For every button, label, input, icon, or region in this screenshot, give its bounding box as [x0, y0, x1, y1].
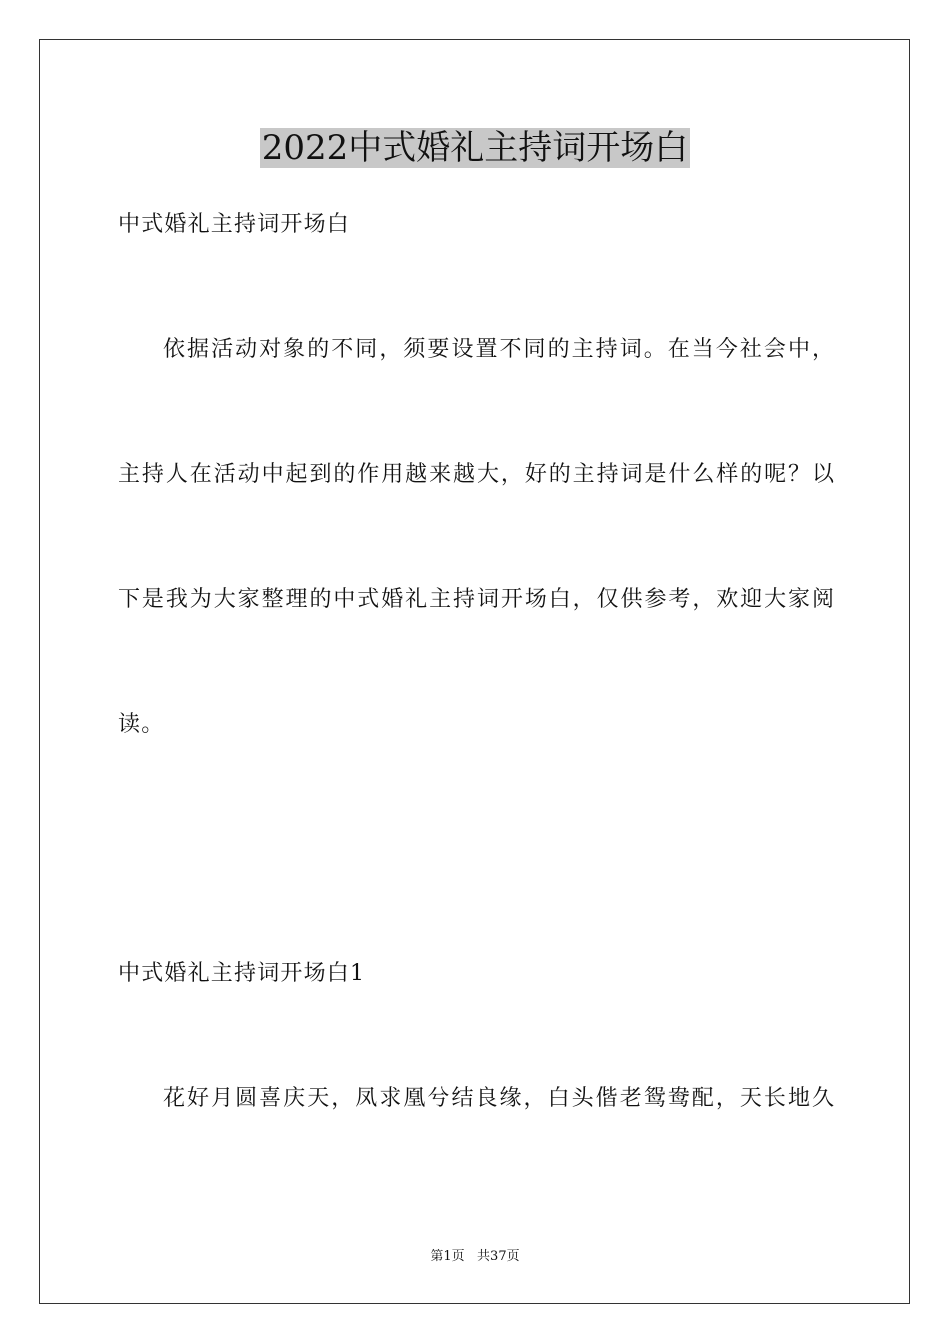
intro-line-2: 主持人在活动中起到的作用越来越大，好的主持词是什么样的呢？以 [118, 462, 834, 487]
title-container [0, 128, 950, 168]
intro-line-3: 下是我为大家整理的中式婚礼主持词开场白，仅供参考，欢迎大家阅 [118, 587, 834, 612]
document-title: 2022中式婚礼主持词开场白 [261, 128, 689, 168]
intro-line-4: 读。 [118, 712, 165, 737]
section-heading: 中式婚礼主持词开场白1 [118, 961, 366, 986]
subtitle: 中式婚礼主持词开场白 [118, 212, 351, 237]
section-line-1: 花好月圆喜庆天，凤求凰兮结良缘，白头偕老鸳鸯配，天长地久 [163, 1086, 834, 1111]
intro-line-1: 依据活动对象的不同，须要设置不同的主持词。在当今社会中， [163, 337, 834, 362]
page-number-footer: 第1页 共37页 [430, 1249, 520, 1264]
